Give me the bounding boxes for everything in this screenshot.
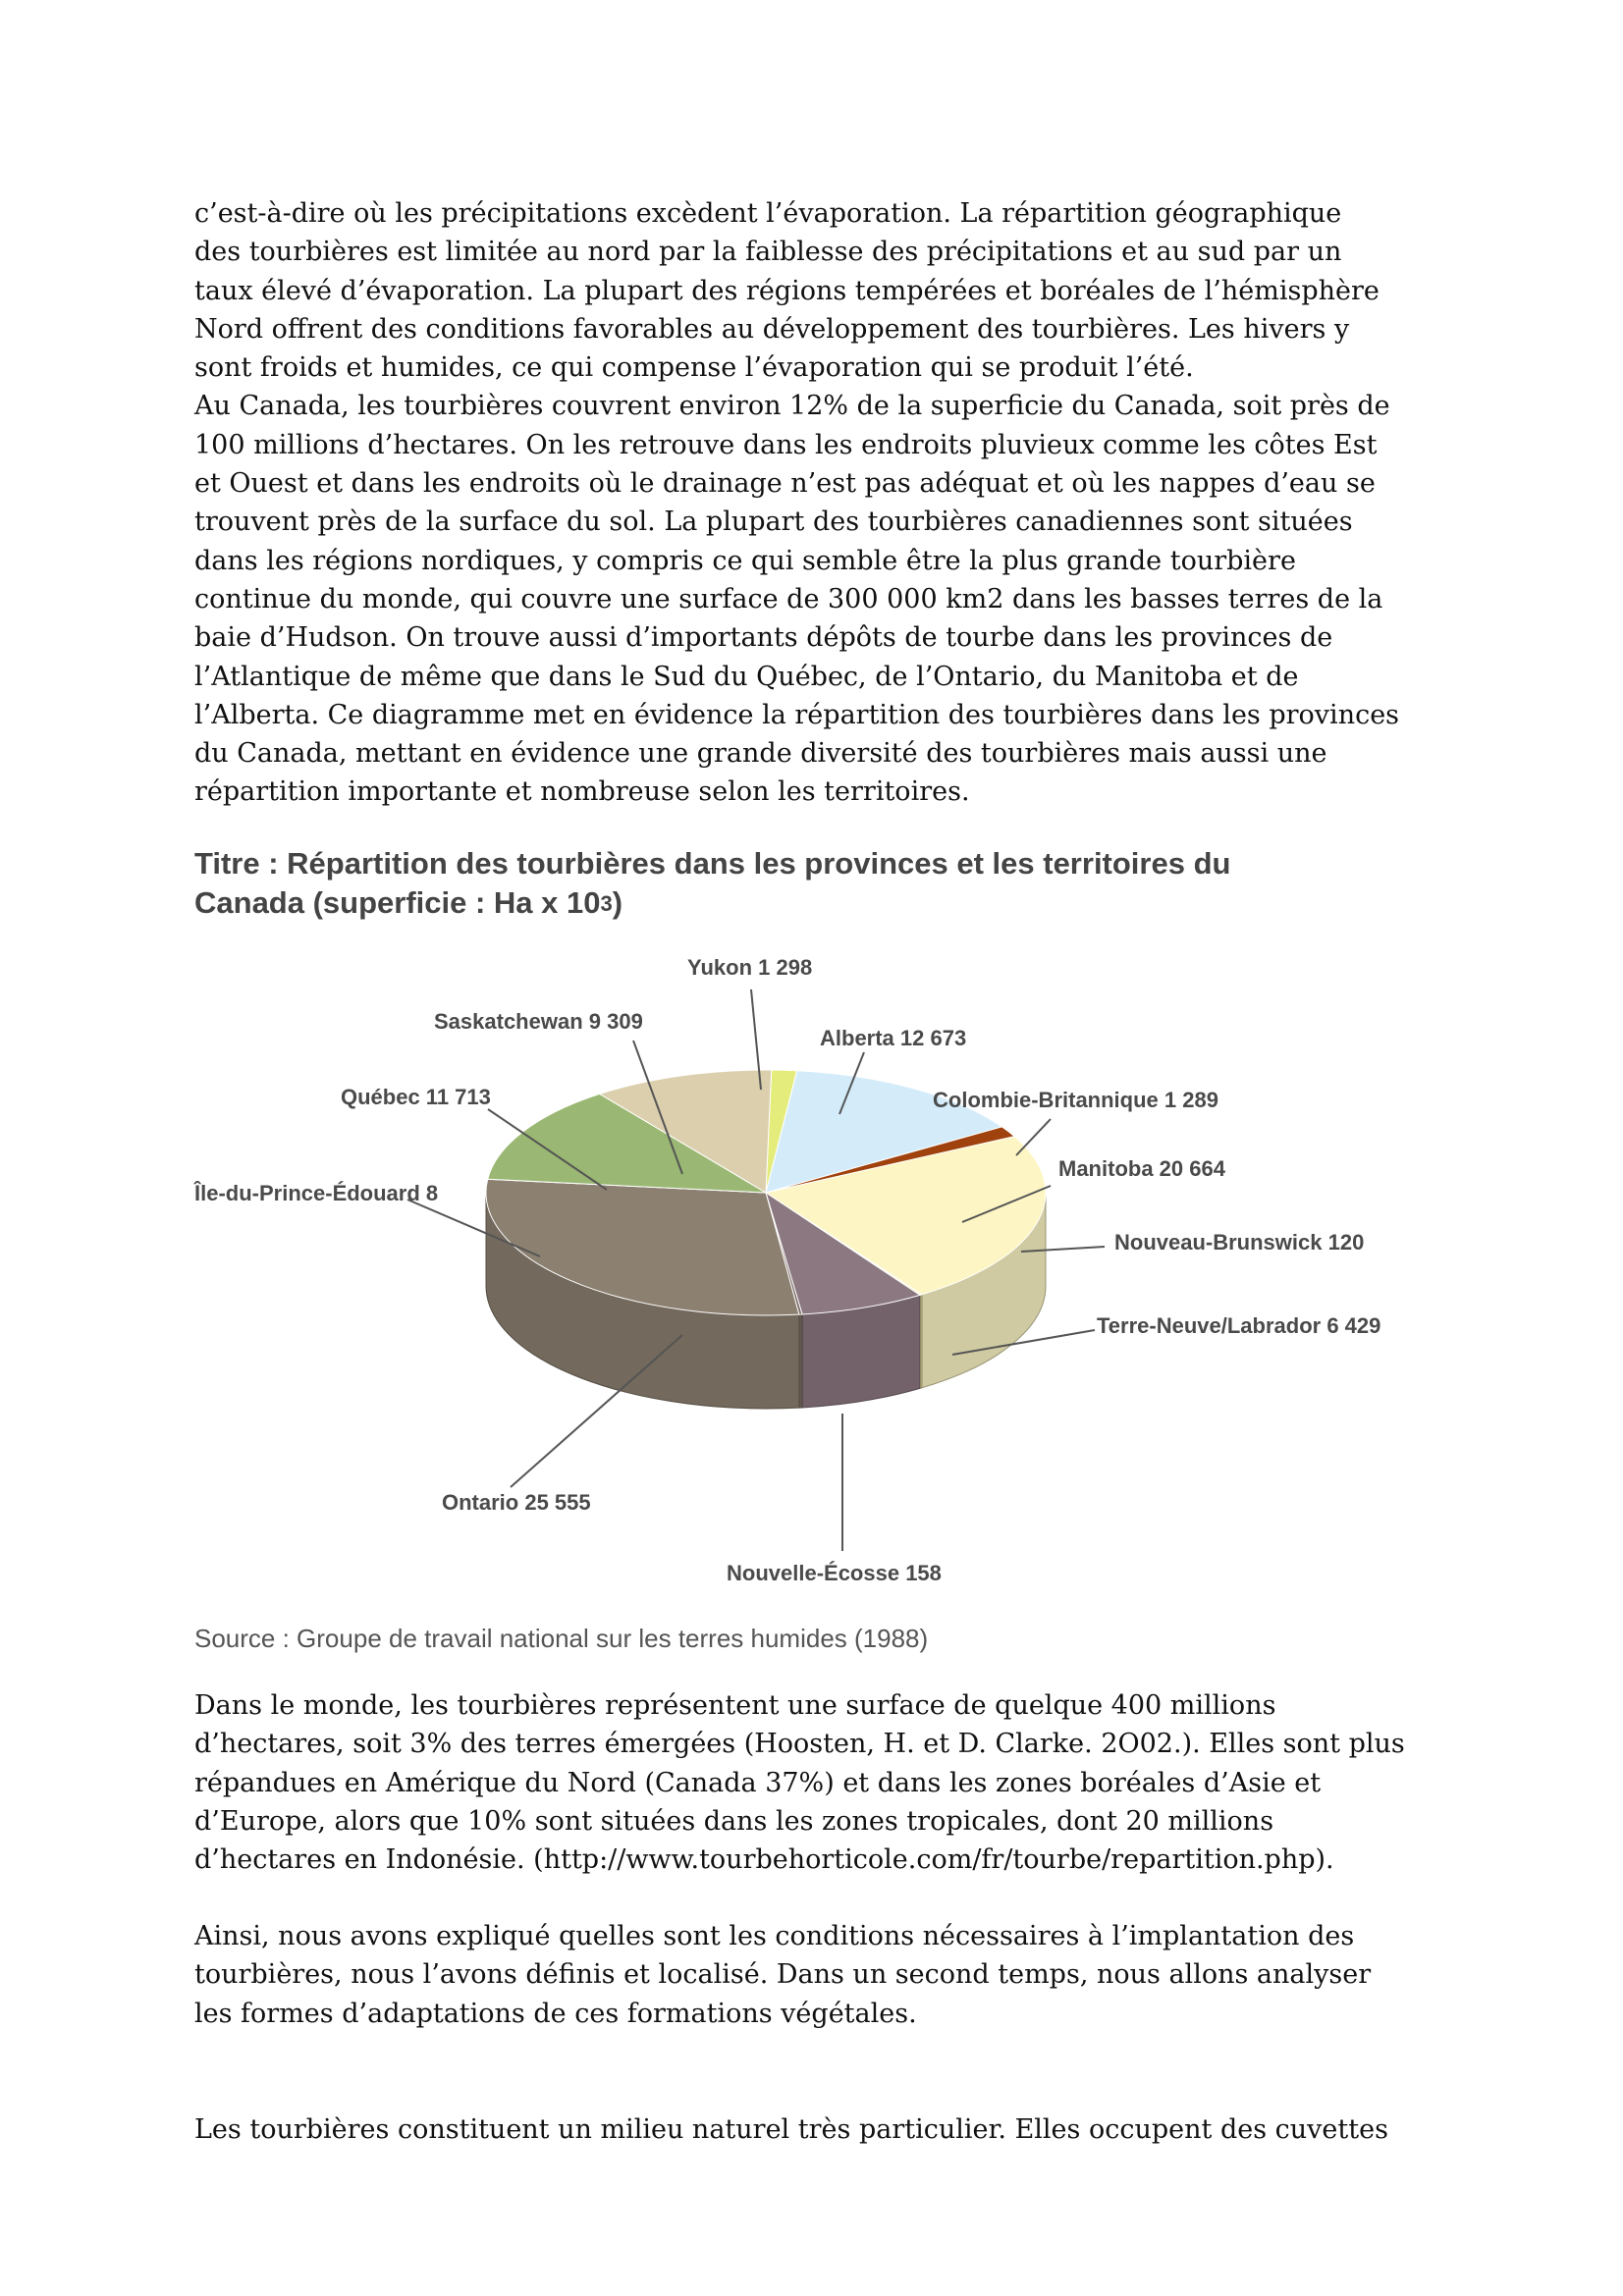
chart-title-text: Titre : Répartition des tourbières dans les provinces et les territoires du Canada (superficie : Ha x 10 (194, 846, 1231, 920)
label-manitoba: Manitoba 20 664 (1058, 1156, 1225, 1181)
label-saskatchewan: Saskatchewan 9 309 (434, 1009, 643, 1034)
chart-title-exponent: 3 (600, 891, 613, 916)
label-colombie-britannique: Colombie-Britannique 1 289 (933, 1088, 1218, 1112)
label-nouvelle-ecosse: Nouvelle-Écosse 158 (727, 1561, 942, 1585)
paragraph-intro: c’est-à-dire où les précipitations excèdent l’évaporation. La répartition géographique des tourbières est limitée au nord par la faiblesse des précipitations et au sud par un taux élevé d’évaporation. La plupart des régions tempérées et boréales de l’hémisphère Nord offrent des conditions favorables au développement des tourbières. Les hivers y sont froids et humides, ce qui compense l’évaporation qui se produit l’été. Au Canada, les tourbières couvrent environ 12% de la superficie du Canada, soit près de 100 millions d’hectares. On les retrouve dans les endroits pluvieux comme les côtes Est et Ouest et dans les endroits où le drainage n’est pas adéquat et où les nappes d’eau se trouvent près de la surface du sol. La plupart des tourbières canadiennes sont situées dans les régions nordiques, y compris ce qui semble être la plus grande tourbière continue du monde, qui couvre une surface de 300 000 km2 dans les basses terres de la baie d’Hudson. On trouve aussi d’importants dépôts de tourbe dans les provinces de l’Atlantique de même que dans le Sud du Québec, de l’Ontario, du Manitoba et de l’Alberta. Ce diagramme met en évidence la répartition des tourbières dans les provinces du Canada, mettant en évidence une grande diversité des tourbières mais aussi une répartition importante et nombreuse selon les territoires. (194, 198, 1400, 808)
label-quebec: Québec 11 713 (341, 1085, 491, 1109)
label-ile-du-prince-edouard: Île-du-Prince-Édouard 8 (194, 1181, 439, 1205)
chart-title: Titre : Répartition des tourbières dans les provinces et les territoires du Canada (superficie : Ha x $10^3$) (194, 846, 1231, 920)
label-alberta: Alberta 12 673 (820, 1026, 967, 1050)
label-nouveau-brunswick: Nouveau-Brunswick 120 (1114, 1230, 1365, 1255)
chart-source: Source : Groupe de travail national sur les terres humides (1988) (194, 1624, 929, 1653)
label-ontario: Ontario 25 555 (442, 1490, 591, 1515)
label-terre-neuve-labrador: Terre-Neuve/Labrador 6 429 (1097, 1313, 1381, 1338)
paragraph-world: Dans le monde, les tourbières représentent une surface de quelque 400 millions d’hectares, soit 3% des terres émergées (Hoosten, H. et D. Clarke. 2O02.). Elles sont plus répandues en Amérique du Nord (Canada 37%) et dans les zones boréales d’Asie et d’Europe, alors que 10% sont situées dans les zones tropicales, dont 20 millions d’hectares en Indonésie. (http://www.tourbehorticole.com/fr/tourbe/repartition.php). (194, 1690, 1405, 1876)
paragraph-transition: Ainsi, nous avons expliqué quelles sont les conditions nécessaires à l’implantation des tourbières, nous l’avons définis et localisé. Dans un second temps, nous allons analyser les formes d’adaptations de ces formations végétales. (194, 1921, 1372, 2029)
label-yukon: Yukon 1 298 (687, 955, 813, 980)
leader-line-colombie-britannique (1016, 1119, 1051, 1155)
pie-chart (187, 942, 1463, 1620)
paragraph-cuvettes: Les tourbières constituent un milieu naturel très particulier. Elles occupent des cuvettes (194, 2114, 1388, 2145)
